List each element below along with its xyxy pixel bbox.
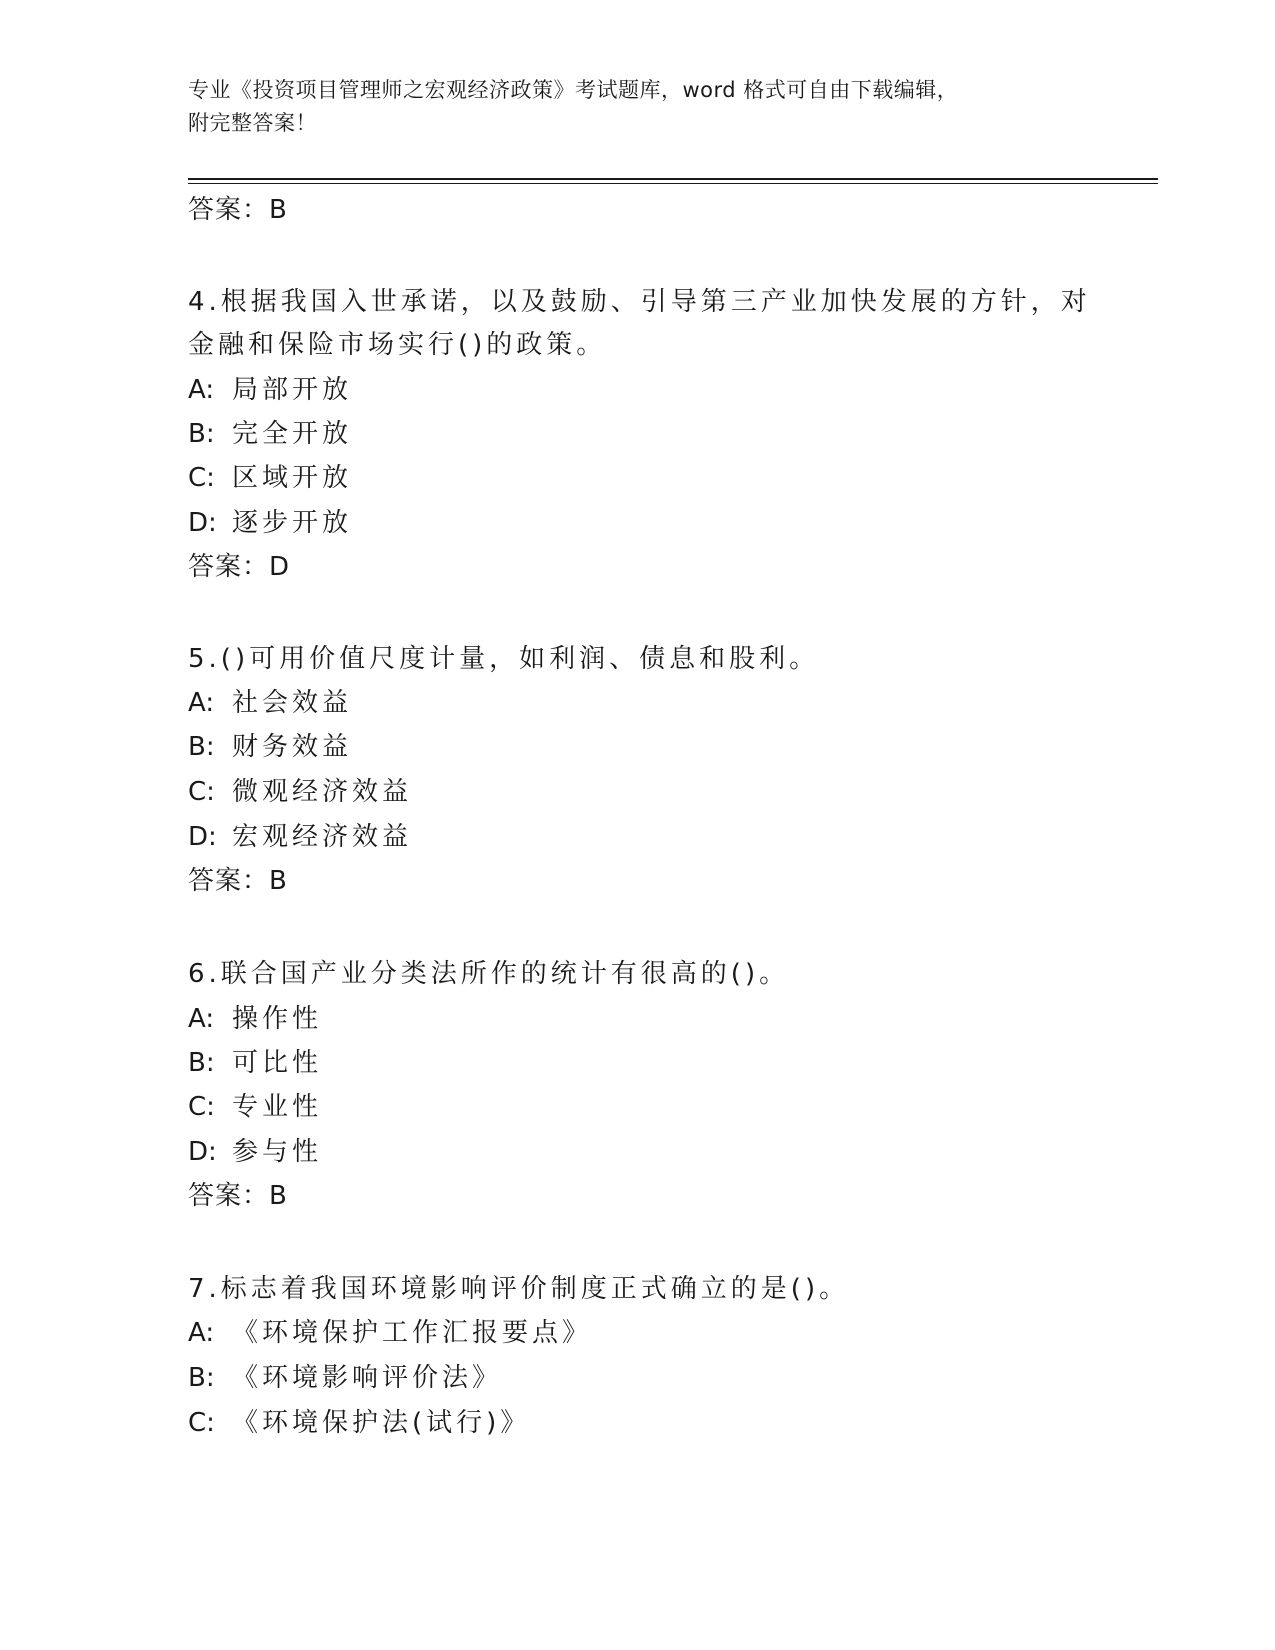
question-6-option-c	[188, 1090, 322, 1124]
question-5-option-d	[188, 820, 412, 854]
question-7-stem-line-1: 7.标志着我国环境影响评价制度正式确立的是()。	[188, 1274, 850, 1304]
question-4-option-c	[188, 461, 352, 495]
question-4-stem-line-2: 金融和保险市场实行()的政策。	[188, 330, 607, 360]
question-6-option-a	[188, 1002, 322, 1036]
question-4-option-a	[188, 373, 352, 407]
header-note-line-2: 附完整答案！	[188, 111, 317, 135]
option-letter: C:	[188, 1092, 215, 1122]
option-text: 局部开放	[232, 375, 353, 405]
option-letter: C:	[188, 463, 215, 493]
question-5-answer: 答案：B	[188, 866, 288, 896]
question-6-option-d	[188, 1135, 322, 1169]
option-letter: A:	[188, 1004, 215, 1034]
question-4-answer: 答案：D	[188, 552, 291, 582]
option-text: 操作性	[232, 1004, 323, 1034]
question-5-option-b	[188, 730, 352, 764]
question-5-option-c	[188, 775, 412, 809]
option-letter: C:	[188, 777, 215, 807]
question-4-stem-line-1: 4.根据我国入世承诺，以及鼓励、引导第三产业加快发展的方针，对	[188, 287, 1091, 317]
option-letter: B:	[188, 1048, 215, 1078]
question-7-option-b	[188, 1361, 502, 1395]
option-text: 逐步开放	[232, 508, 353, 538]
option-text: 《环境影响评价法》	[232, 1363, 503, 1393]
option-text: 专业性	[232, 1092, 323, 1122]
question-6-option-b	[188, 1046, 322, 1080]
option-letter: B:	[188, 1363, 215, 1393]
option-letter: A:	[188, 1318, 215, 1348]
question-7-option-a	[188, 1316, 592, 1350]
option-text: 《环境保护工作汇报要点》	[232, 1318, 593, 1348]
option-text: 财务效益	[232, 732, 353, 762]
option-letter: C:	[188, 1408, 215, 1438]
option-letter: B:	[188, 732, 215, 762]
option-text: 区域开放	[232, 463, 353, 493]
document-header-note	[188, 74, 1088, 140]
option-letter: D:	[188, 822, 217, 852]
question-5-option-a	[188, 686, 352, 720]
option-letter: B:	[188, 419, 215, 449]
option-text: 微观经济效益	[232, 777, 413, 807]
question-4-option-d	[188, 506, 352, 540]
question-6-stem-line-1: 6.联合国产业分类法所作的统计有很高的()。	[188, 959, 790, 989]
question-5-stem-line-1: 5.()可用价值尺度计量，如利润、债息和股利。	[188, 644, 820, 674]
option-letter: A:	[188, 688, 215, 718]
answer-prev: 答案：B	[188, 195, 288, 225]
header-divider-thin	[188, 183, 1158, 184]
option-text: 参与性	[232, 1137, 323, 1167]
option-text: 完全开放	[232, 419, 353, 449]
option-text: 宏观经济效益	[232, 822, 413, 852]
option-text: 社会效益	[232, 688, 353, 718]
option-text: 可比性	[232, 1048, 323, 1078]
question-6-answer: 答案：B	[188, 1181, 288, 1211]
question-7-option-c	[188, 1406, 530, 1440]
option-letter: D:	[188, 1137, 217, 1167]
option-letter: D:	[188, 508, 217, 538]
question-4-option-b	[188, 417, 352, 451]
header-divider-thick	[188, 178, 1158, 180]
header-note-line-1: 专业《投资项目管理师之宏观经济政策》考试题库，word 格式可自由下载编辑，	[188, 78, 959, 102]
option-letter: A:	[188, 375, 215, 405]
option-text: 《环境保护法(试行)》	[232, 1408, 531, 1438]
